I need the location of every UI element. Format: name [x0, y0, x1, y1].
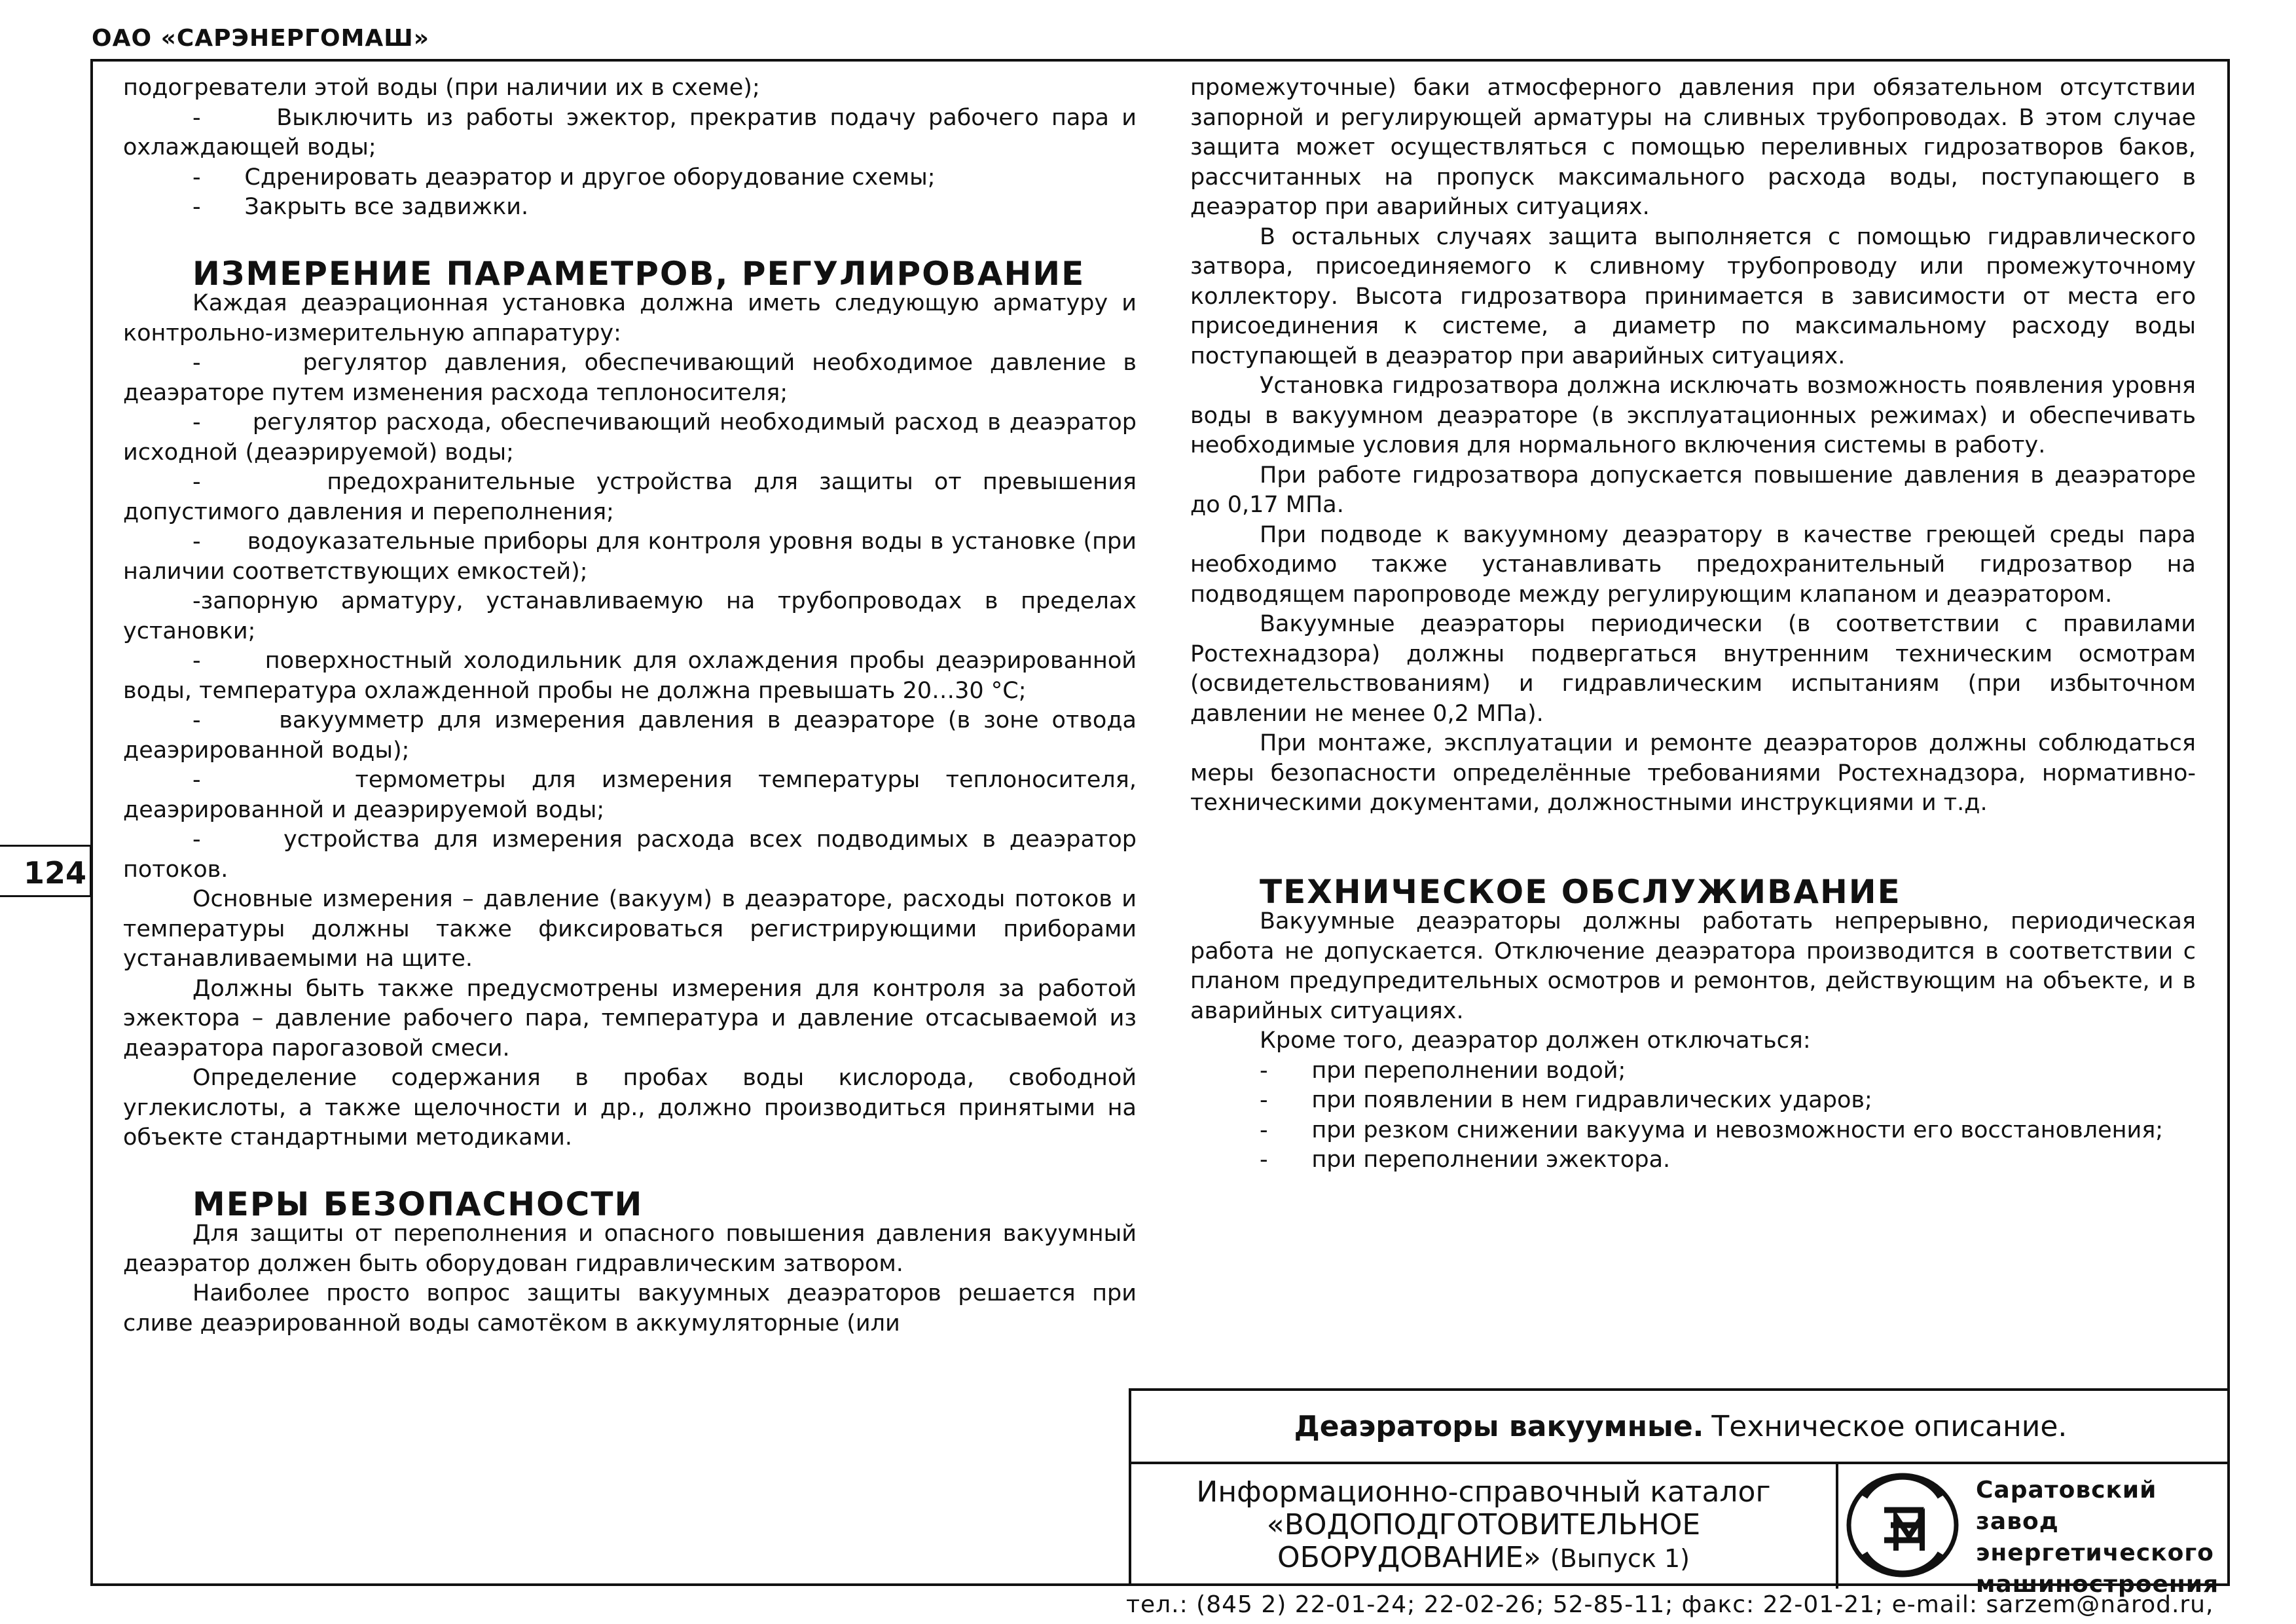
- paragraph: При подводе к вакуумному деаэратору в качестве греющей среды пара необходимо также устанавливать предохранительный гидрозатвор на подводящем паропроводе между регулирующим клапаном и деаэратором.: [1190, 521, 2196, 608]
- list-item: - Сдренировать деаэратор и другое оборудование схемы;: [192, 164, 936, 191]
- list-item: - водоуказательные приборы для контроля уровня воды в установке (при наличии соответствующих емкостей);: [123, 528, 1137, 585]
- section-title-safety: МЕРЫ БЕЗОПАСНОСТИ: [192, 1185, 644, 1223]
- list-item: - Закрыть все задвижки.: [192, 194, 529, 220]
- list-item: - регулятор давления, обеспечивающий необходимое давление в деаэраторе путем изменения расхода теплоносителя;: [123, 350, 1137, 406]
- list-item: - вакуумметр для измерения давления в деаэраторе (в зоне отвода деаэрированной воды);: [123, 707, 1137, 764]
- paragraph: Наиболее просто вопрос защиты вакуумных деаэраторов решается при сливе деаэрированной воды самотёком в аккумуляторные (или: [123, 1280, 1137, 1337]
- title-block: [1129, 1388, 2230, 1598]
- catalog-title: Информационно-справочный каталог «ВОДОПОДГОТОВИТЕЛЬНОЕ ОБОРУДОВАНИЕ» (Выпуск 1): [1131, 1464, 1838, 1589]
- list-item: - поверхностный холодильник для охлаждения пробы деаэрированной воды, температура охлажденной пробы не должна превышать 20…30 °С;: [123, 648, 1137, 704]
- intro-line: подогреватели этой воды (при наличии их в схеме);: [123, 75, 760, 101]
- page-number: 124: [24, 855, 87, 891]
- paragraph: Кроме того, деаэратор должен отключаться:: [1260, 1027, 1811, 1054]
- paragraph: Установка гидрозатвора должна исключать возможность появления уровня воды в вакуумном деаэраторе (в эксплуатационных режимах) и обеспечивать необходимые условия для нормального включения системы в работу.: [1190, 373, 2196, 458]
- right-column: [1190, 73, 2196, 1175]
- list-item: - термометры для измерения температуры теплоносителя, деаэрированной и деаэрируемой воды;: [123, 767, 1137, 823]
- list-item: - предохранительные устройства для защиты от превышения допустимого давления и переполнения;: [123, 469, 1137, 525]
- paragraph: Должны быть также предусмотрены измерения для контроля за работой эжектора – давление рабочего пара, температура и давление отсасываемой из деаэратора парогазовой смеси.: [123, 975, 1137, 1061]
- list-item: - устройства для измерения расхода всех подводимых в деаэратор потоков.: [123, 826, 1137, 883]
- list-item: - при переполнении эжектора.: [1260, 1147, 1671, 1173]
- paragraph: Вакуумные деаэраторы периодически (в соответствии с правилами Ростехнадзора) должны подвергаться внутренним техническим осмотрам (освидетельствованиям) и гидравлическим испытаниям (при избыточном давлении не менее 0,2 МПа).: [1190, 611, 2196, 727]
- paragraph: В остальных случаях защита выполняется с помощью гидравлического затвора, присоединяемого к сливному трубопроводу или промежуточному коллектору. Высота гидрозатвора принимается в зависимости от места его присоединения к системе, а диаметр по максимальному расходу воды поступающей в деаэратор при аварийных ситуациях.: [1190, 223, 2196, 369]
- footer-contacts: тел.: (845 2) 22-01-24; 22-02-26; 52-85-11; факс: 22-01-21; e-mail: sarzem@narod.ru,: [1126, 1591, 2214, 1618]
- list-item: - регулятор расхода, обеспечивающий необходимый расход в деаэратор исходной (деаэрируемой) воды;: [123, 409, 1137, 466]
- product-title: Деаэраторы вакуумные. Техническое описание.: [1131, 1391, 2230, 1464]
- section-title-measurement: ИЗМЕРЕНИЕ ПАРАМЕТРОВ, РЕГУЛИРОВАНИЕ: [192, 254, 1085, 293]
- saratov-plant-logo-icon: [1845, 1471, 1960, 1579]
- paragraph: промежуточные) баки атмосферного давления при обязательном отсутствии запорной и регулирующей арматуры на сливных трубопроводах. В этом случае защита может осуществляться с помощью переливных гидрозатворов баков, рассчитанных на пропуск максимального расхода воды, поступающего в деаэратор при аварийных ситуациях.: [1190, 75, 2196, 220]
- list-item: -запорную арматуру, устанавливаемую на трубопроводах в пределах установки;: [123, 588, 1137, 644]
- paragraph: При работе гидрозатвора допускается повышение давления в деаэраторе до 0,17 МПа.: [1190, 462, 2196, 518]
- paragraph: При монтаже, эксплуатации и ремонте деаэраторов должны соблюдаться меры безопасности определённые требованиями Ростехнадзора, нормативно-техническими документами, должностными инструкциями и т.д.: [1190, 730, 2196, 816]
- paragraph: Основные измерения – давление (вакуум) в деаэраторе, расходы потоков и температуры должны также фиксироваться регистрирующими приборами устанавливаемыми на щите.: [123, 886, 1137, 972]
- paragraph: Вакуумные деаэраторы должны работать непрерывно, периодическая работа не допускается. Отключение деаэратора производится в соответствии с планом предупредительных осмотров и ремонтов, действующим на объекте, и в аварийных ситуациях.: [1190, 908, 2196, 1024]
- plant-name: Саратовский завод энергетического машиностроения: [1976, 1477, 2219, 1598]
- list-item: - Выключить из работы эжектор, прекратив подачу рабочего пара и охлаждающей воды;: [123, 104, 1137, 160]
- paragraph: Определение содержания в пробах воды кислорода, свободной углекислоты, а также щелочности и др., должно производиться принятыми на объекте стандартными методиками.: [123, 1065, 1137, 1151]
- paragraph: Каждая деаэрационная установка должна иметь следующую арматуру и контрольно-измерительную аппаратуру:: [123, 290, 1137, 346]
- company-name: ОАО «САРЭНЕРГОМАШ»: [92, 25, 430, 52]
- left-column: [123, 73, 1137, 1338]
- list-item: - при резком снижении вакуума и невозможности его восстановления;: [1260, 1116, 2164, 1143]
- section-title-maintenance: ТЕХНИЧЕСКОЕ ОБСЛУЖИВАНИЕ: [1260, 872, 1901, 911]
- list-item: - при появлении в нем гидравлических ударов;: [1260, 1087, 1872, 1113]
- list-item: - при переполнении водой;: [1260, 1057, 1626, 1084]
- paragraph: Для защиты от переполнения и опасного повышения давления вакуумный деаэратор должен быть оборудован гидравлическим затвором.: [123, 1221, 1137, 1277]
